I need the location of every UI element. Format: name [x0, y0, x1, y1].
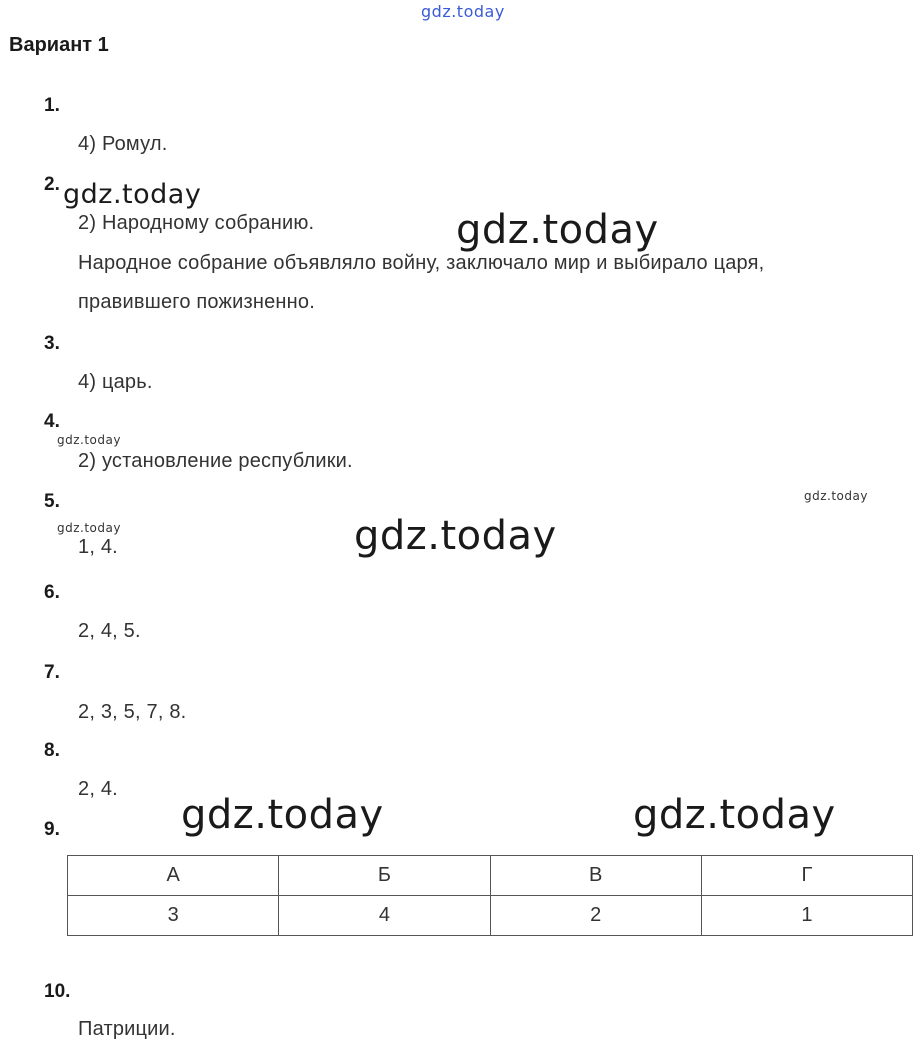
question-number: 6. — [44, 582, 60, 603]
watermark: gdz.today — [63, 179, 202, 210]
answer-text: 2, 4. — [78, 778, 118, 800]
table-cell: 3 — [68, 896, 279, 936]
answer-explanation: Народное собрание объявляло войну, заключало мир и выбирало царя, — [78, 252, 765, 274]
answer-text: 2, 3, 5, 7, 8. — [78, 701, 187, 723]
table-row — [68, 896, 913, 936]
question-number: 2. — [44, 174, 60, 195]
watermark: gdz.today — [633, 792, 836, 838]
answer-explanation: правившего пожизненно. — [78, 291, 315, 313]
question-number: 9. — [44, 819, 60, 840]
watermark: gdz.today — [57, 521, 121, 535]
table-cell: 4 — [279, 896, 490, 936]
answer-text: 2) Народному собранию. — [78, 212, 315, 234]
header-watermark: gdz.today — [421, 2, 505, 21]
watermark: gdz.today — [456, 207, 659, 253]
watermark: gdz.today — [354, 513, 557, 559]
answer-text: 2) установление республики. — [78, 450, 353, 472]
question-number: 5. — [44, 491, 60, 512]
question-number: 4. — [44, 411, 60, 432]
table-cell: 2 — [490, 896, 701, 936]
answer-text: 4) царь. — [78, 371, 153, 393]
table-header-cell: Б — [279, 856, 490, 896]
question-number: 8. — [44, 740, 60, 761]
question-number: 10. — [44, 981, 71, 1002]
watermark: gdz.today — [181, 792, 384, 838]
table-header-row — [68, 856, 913, 896]
table-cell: 1 — [701, 896, 912, 936]
table-header-cell: Г — [701, 856, 912, 896]
question-number: 1. — [44, 95, 60, 116]
watermark: gdz.today — [804, 489, 868, 503]
answer-text: Патриции. — [78, 1018, 176, 1040]
table-header-cell: А — [68, 856, 279, 896]
answer-text: 2, 4, 5. — [78, 620, 141, 642]
watermark: gdz.today — [57, 433, 121, 447]
answer-text: 1, 4. — [78, 536, 118, 558]
page-title: Вариант 1 — [9, 34, 109, 56]
answer-table — [67, 855, 913, 936]
question-number: 7. — [44, 662, 60, 683]
question-number: 3. — [44, 333, 60, 354]
table-header-cell: В — [490, 856, 701, 896]
answer-text: 4) Ромул. — [78, 133, 168, 155]
